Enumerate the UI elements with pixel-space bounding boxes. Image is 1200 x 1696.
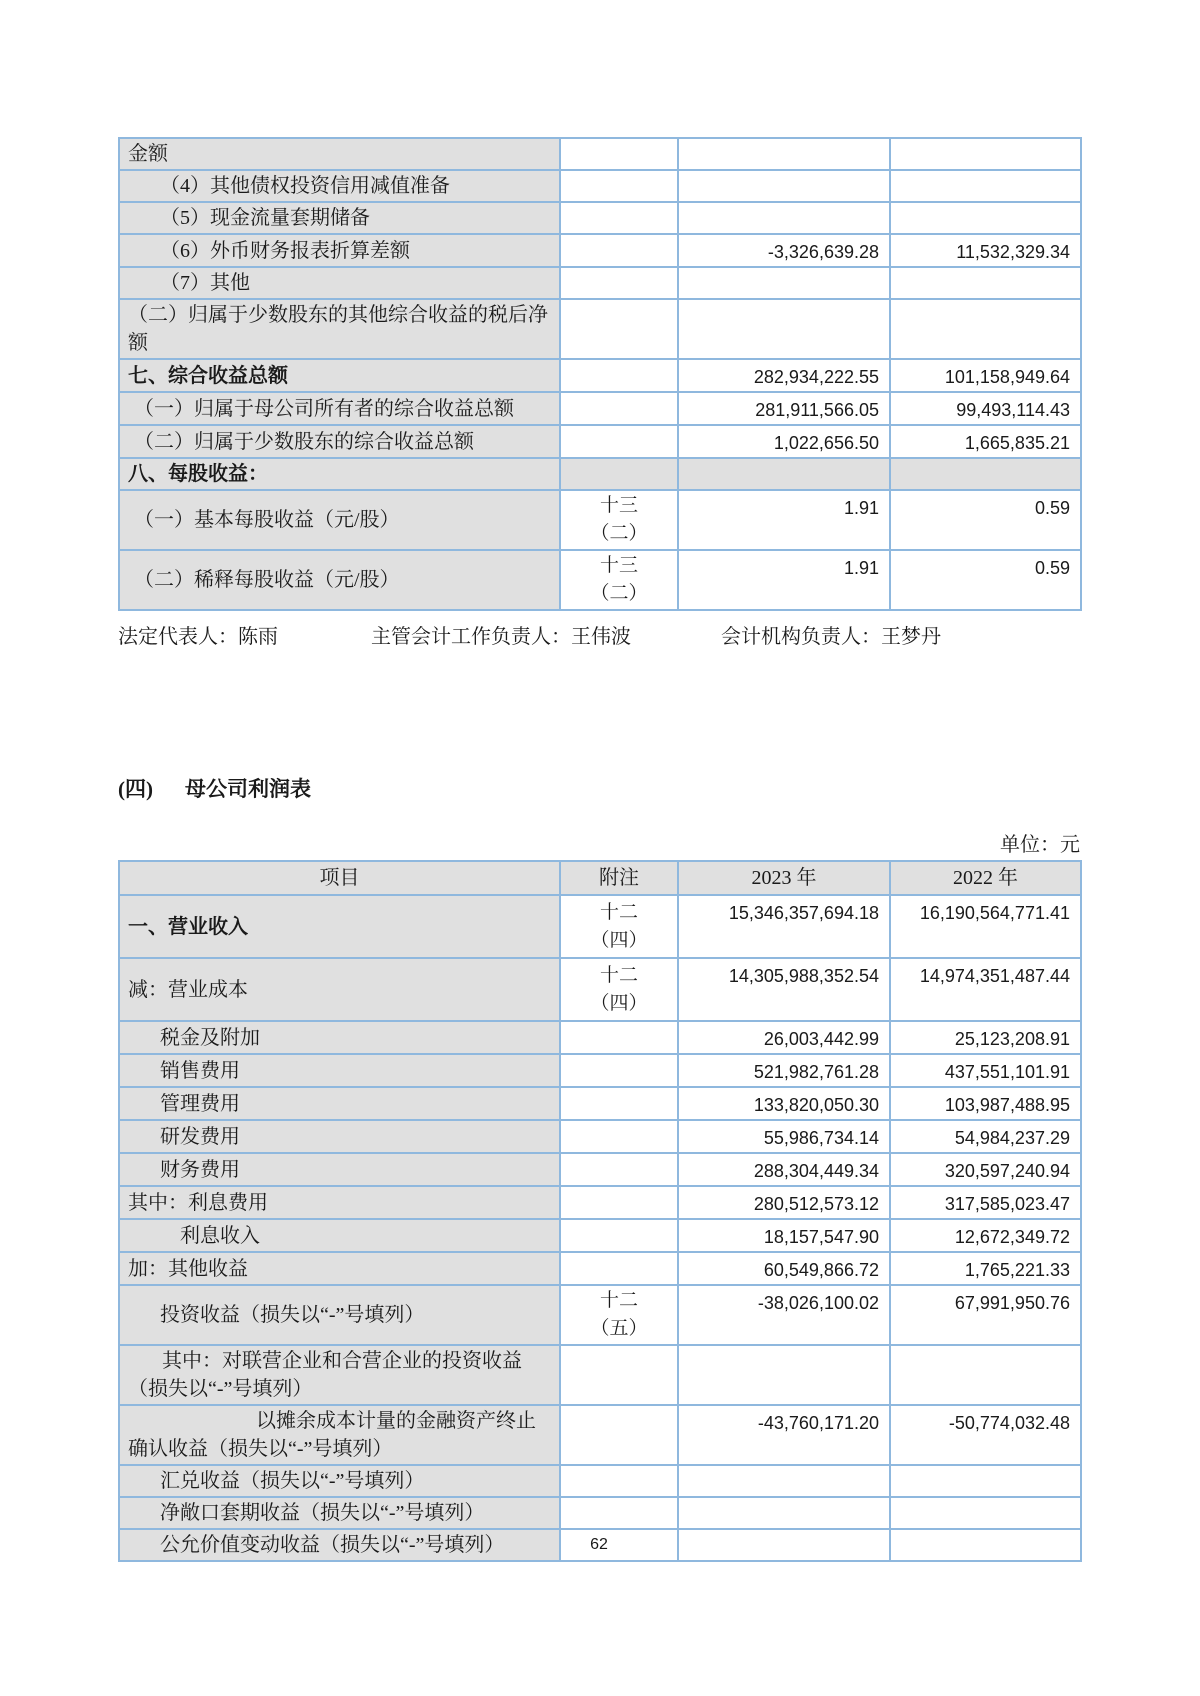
value-2022-cell: 0.59: [890, 550, 1081, 610]
value-2023-cell: [678, 202, 890, 234]
row-label-cell: 一、营业收入: [119, 895, 560, 958]
row-label-cell: （5）现金流量套期储备: [119, 202, 560, 234]
note-cell: [560, 1153, 678, 1186]
row-label-cell: （一）基本每股收益（元/股）: [119, 490, 560, 550]
table-row: [119, 234, 1081, 267]
header-cell: 附注: [560, 861, 678, 895]
row-label-cell: 汇兑收益（损失以“-”号填列）: [119, 1465, 560, 1497]
table-row: [119, 1186, 1081, 1219]
row-label-cell: 销售费用: [119, 1054, 560, 1087]
value-2022-cell: [890, 458, 1081, 490]
row-label-cell: 投资收益（损失以“-”号填列）: [119, 1285, 560, 1345]
page-number: 62: [590, 1536, 608, 1553]
value-2023-cell: 18,157,547.90: [678, 1219, 890, 1252]
value-2022-cell: 437,551,101.91: [890, 1054, 1081, 1087]
row-label-cell: 金额: [119, 138, 560, 170]
value-2022-cell: 11,532,329.34: [890, 234, 1081, 267]
note-cell: [560, 1120, 678, 1153]
value-2023-cell: [678, 1497, 890, 1529]
section-heading: [118, 773, 1080, 803]
row-label-cell: 利息收入: [119, 1219, 560, 1252]
table-row: [119, 490, 1081, 550]
value-2023-cell: 521,982,761.28: [678, 1054, 890, 1087]
table-row: [119, 958, 1081, 1021]
header-cell: 2022 年: [890, 861, 1081, 895]
parent-income-table-wrap: [118, 860, 1080, 1562]
table-row: [119, 1120, 1081, 1153]
value-2023-cell: -3,326,639.28: [678, 234, 890, 267]
value-2022-cell: [890, 299, 1081, 359]
value-2022-cell: 1,665,835.21: [890, 425, 1081, 458]
value-2023-cell: 133,820,050.30: [678, 1087, 890, 1120]
value-2022-cell: 103,987,488.95: [890, 1087, 1081, 1120]
table-row: [119, 1021, 1081, 1054]
row-label-cell: 八、每股收益：: [119, 458, 560, 490]
value-2022-cell: 54,984,237.29: [890, 1120, 1081, 1153]
table-row: [119, 1153, 1081, 1186]
value-2023-cell: 282,934,222.55: [678, 359, 890, 392]
chief-accounting-officer-label: 主管会计工作负责人：王伟波: [371, 626, 631, 648]
table-row: [119, 550, 1081, 610]
row-label-cell: 研发费用: [119, 1120, 560, 1153]
value-2022-cell: 1,765,221.33: [890, 1252, 1081, 1285]
value-2022-cell: [890, 1497, 1081, 1529]
comprehensive-income-table: [118, 137, 1082, 611]
note-cell: 十二 （五）: [560, 1285, 678, 1345]
value-2023-cell: [678, 170, 890, 202]
note-cell: [560, 1405, 678, 1465]
note-cell: [560, 1021, 678, 1054]
value-2023-cell: 1.91: [678, 490, 890, 550]
value-2023-cell: [678, 299, 890, 359]
value-2023-cell: 281,911,566.05: [678, 392, 890, 425]
row-label-cell: （7）其他: [119, 267, 560, 299]
value-2023-cell: 26,003,442.99: [678, 1021, 890, 1054]
value-2022-cell: 16,190,564,771.41: [890, 895, 1081, 958]
table-row: [119, 1465, 1081, 1497]
note-cell: 十二 （四）: [560, 958, 678, 1021]
value-2023-cell: [678, 458, 890, 490]
row-label-cell: 税金及附加: [119, 1021, 560, 1054]
note-cell: [560, 170, 678, 202]
value-2023-cell: 15,346,357,694.18: [678, 895, 890, 958]
table-row: [119, 170, 1081, 202]
note-cell: 十三 （二）: [560, 490, 678, 550]
row-label-cell: 其中：对联营企业和合营企业的投资收益（损失以“-”号填列）: [119, 1345, 560, 1405]
table-row: [119, 202, 1081, 234]
value-2023-cell: [678, 138, 890, 170]
legal-representative-label: 法定代表人：陈雨: [118, 626, 278, 648]
note-cell: [560, 1465, 678, 1497]
value-2022-cell: [890, 170, 1081, 202]
value-2023-cell: 1.91: [678, 550, 890, 610]
value-2022-cell: 25,123,208.91: [890, 1021, 1081, 1054]
table-row: [119, 138, 1081, 170]
table-row: [119, 458, 1081, 490]
section-heading-title: 母公司利润表: [185, 777, 311, 801]
table-row: [119, 895, 1081, 958]
page-content: [118, 0, 1080, 1562]
note-cell: [560, 1345, 678, 1405]
unit-label: 单位：元: [1000, 834, 1080, 856]
row-label-cell: 公允价值变动收益（损失以“-”号填列）: [119, 1529, 560, 1561]
row-label-cell: （二）归属于少数股东的综合收益总额: [119, 425, 560, 458]
value-2022-cell: 12,672,349.72: [890, 1219, 1081, 1252]
section-heading-index: (四): [118, 777, 153, 801]
value-2023-cell: 60,549,866.72: [678, 1252, 890, 1285]
row-label-cell: 减：营业成本: [119, 958, 560, 1021]
note-cell: [560, 1219, 678, 1252]
row-label-cell: （6）外币财务报表折算差额: [119, 234, 560, 267]
table-header-row: [119, 861, 1081, 895]
table-row: [119, 425, 1081, 458]
value-2022-cell: 67,991,950.76: [890, 1285, 1081, 1345]
row-label-cell: （4）其他债权投资信用减值准备: [119, 170, 560, 202]
table-row: [119, 1345, 1081, 1405]
value-2023-cell: 14,305,988,352.54: [678, 958, 890, 1021]
table-row: [119, 1087, 1081, 1120]
header-cell: 项目: [119, 861, 560, 895]
table-row: [119, 359, 1081, 392]
signature-line: [118, 620, 1080, 649]
note-cell: [560, 458, 678, 490]
table-row: [119, 1054, 1081, 1087]
value-2023-cell: -43,760,171.20: [678, 1405, 890, 1465]
value-2022-cell: 320,597,240.94: [890, 1153, 1081, 1186]
value-2023-cell: -38,026,100.02: [678, 1285, 890, 1345]
value-2022-cell: 101,158,949.64: [890, 359, 1081, 392]
row-label-cell: 以摊余成本计量的金融资产终止确认收益（损失以“-”号填列）: [119, 1405, 560, 1465]
value-2022-cell: [890, 267, 1081, 299]
note-cell: 十二 （四）: [560, 895, 678, 958]
note-cell: 十三 （二）: [560, 550, 678, 610]
note-cell: [560, 267, 678, 299]
row-label-cell: 财务费用: [119, 1153, 560, 1186]
note-cell: [560, 1054, 678, 1087]
note-cell: [560, 1497, 678, 1529]
table-row: [119, 1405, 1081, 1465]
value-2022-cell: 14,974,351,487.44: [890, 958, 1081, 1021]
parent-company-income-statement-table: [118, 860, 1082, 1562]
comprehensive-income-table-wrap: [118, 137, 1080, 611]
table-row: [119, 299, 1081, 359]
value-2023-cell: 1,022,656.50: [678, 425, 890, 458]
row-label-cell: 其中：利息费用: [119, 1186, 560, 1219]
row-label-cell: 净敞口套期收益（损失以“-”号填列）: [119, 1497, 560, 1529]
note-cell: [560, 392, 678, 425]
value-2022-cell: 0.59: [890, 490, 1081, 550]
value-2023-cell: 55,986,734.14: [678, 1120, 890, 1153]
table-row: [119, 267, 1081, 299]
note-cell: [560, 359, 678, 392]
note-cell: [560, 299, 678, 359]
row-label-cell: （二）稀释每股收益（元/股）: [119, 550, 560, 610]
note-cell: [560, 234, 678, 267]
note-cell: [560, 202, 678, 234]
value-2022-cell: [890, 138, 1081, 170]
table-row: [119, 392, 1081, 425]
value-2023-cell: [678, 1345, 890, 1405]
row-label-cell: （二）归属于少数股东的其他综合收益的税后净额: [119, 299, 560, 359]
table-row: [119, 1252, 1081, 1285]
value-2023-cell: [678, 267, 890, 299]
value-2023-cell: 280,512,573.12: [678, 1186, 890, 1219]
note-cell: [560, 425, 678, 458]
row-label-cell: 七、综合收益总额: [119, 359, 560, 392]
table-row: [119, 1285, 1081, 1345]
table-row: [119, 1219, 1081, 1252]
header-cell: 2023 年: [678, 861, 890, 895]
note-cell: [560, 1186, 678, 1219]
note-cell: [560, 138, 678, 170]
value-2022-cell: [890, 1465, 1081, 1497]
note-cell: [560, 1087, 678, 1120]
value-2023-cell: [678, 1465, 890, 1497]
value-2022-cell: [890, 1345, 1081, 1405]
value-2022-cell: [890, 202, 1081, 234]
row-label-cell: 加：其他收益: [119, 1252, 560, 1285]
row-label-cell: （一）归属于母公司所有者的综合收益总额: [119, 392, 560, 425]
row-label-cell: 管理费用: [119, 1087, 560, 1120]
accounting-department-head-label: 会计机构负责人：王梦丹: [721, 626, 941, 648]
value-2023-cell: 288,304,449.34: [678, 1153, 890, 1186]
table-row: [119, 1497, 1081, 1529]
value-2022-cell: 317,585,023.47: [890, 1186, 1081, 1219]
value-2022-cell: -50,774,032.48: [890, 1405, 1081, 1465]
value-2022-cell: 99,493,114.43: [890, 392, 1081, 425]
note-cell: [560, 1252, 678, 1285]
